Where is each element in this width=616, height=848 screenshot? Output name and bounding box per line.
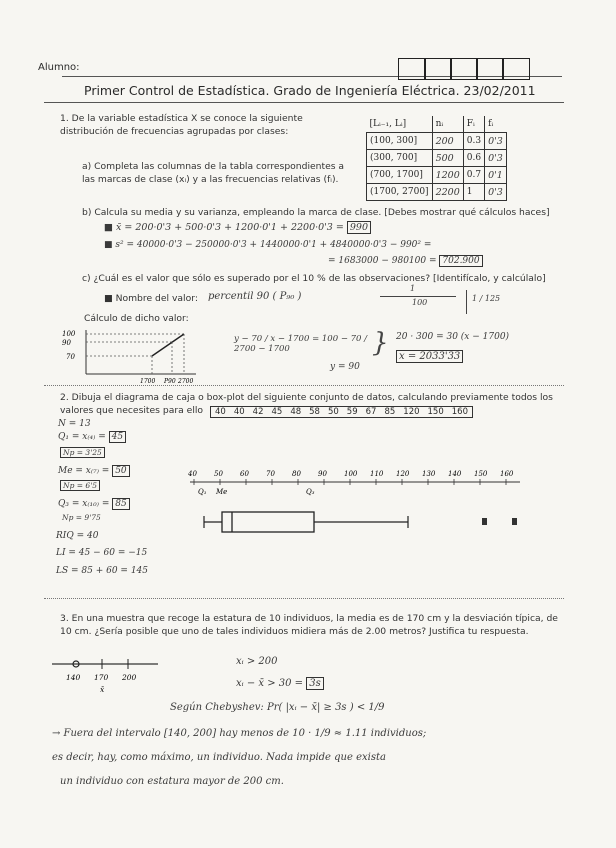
q3-number-line <box>48 654 168 704</box>
frequency-table <box>366 116 507 201</box>
fraction-bar <box>380 296 456 297</box>
brace: } <box>372 328 389 358</box>
table-cell: 1200 <box>432 167 463 184</box>
data-value: 58 <box>309 407 320 417</box>
boxplot-tick-label: 50 <box>214 470 223 478</box>
ogive-label: 90 <box>62 339 71 347</box>
fraction-denominator: 100 <box>412 298 428 307</box>
q3-axis-label: 200 <box>122 673 137 682</box>
data-value: 85 <box>384 407 396 417</box>
table-cell: (700, 1700] <box>367 167 433 184</box>
q1-variance-line2 <box>328 256 483 266</box>
q1-mean-calc: ■ x̄ = 200·0'3 + 500·0'3 + 1200·0'1 + 2200·0'3 = 990 <box>104 222 371 233</box>
table-cell: (100, 300] <box>367 133 433 150</box>
q1-part-b: b) Calcula su media y su varianza, empleando la marca de clase. [Debes mostrar qué cálculos haces] <box>82 207 550 218</box>
section-divider <box>44 385 564 386</box>
table-cell: 2200 <box>432 184 463 201</box>
ogive-segment <box>152 334 184 356</box>
q1-name-label: ■ Nombre del valor: <box>104 293 198 304</box>
boxplot-tick-label: 40 <box>188 470 197 478</box>
ogive-label: P90 <box>164 378 176 385</box>
boxplot-tick-label: 120 <box>396 470 410 478</box>
q3-axis-label: 170 <box>94 673 109 682</box>
q3-paragraph-2: es decir, hay, como máximo, un individuo. Nada impide que exista <box>52 752 386 763</box>
boxplot-outlier <box>482 518 487 525</box>
data-value: 150 <box>427 407 444 417</box>
q3-line1: xᵢ > 200 <box>236 656 278 667</box>
data-value: 120 <box>403 407 420 417</box>
table-cell: 0'3 <box>485 150 507 167</box>
boxplot-tick-label: 140 <box>448 470 462 478</box>
q1-interpolation: y − 70 / x − 1700 = 100 − 70 / 2700 − 1700 <box>234 334 368 354</box>
table-cell: 0'1 <box>485 167 507 184</box>
table-row <box>367 167 507 184</box>
data-value: 40 <box>233 407 245 417</box>
q2-q1-boxed: 45 <box>109 431 126 443</box>
q1-part-c: c) ¿Cuál es el valor que sólo es superado por el 10 % de las observaciones? [Identifícalo, y calcúlalo] <box>82 273 546 284</box>
name-grid-cell <box>424 58 452 80</box>
q1-mean-expression: x̄ = 200·0'3 + 500·0'3 + 1200·0'1 + 2200·0'3 = <box>116 222 344 233</box>
q2-q3-expression: Q₃ = x₍₁₀₎ = <box>58 499 110 509</box>
q3-axis-sub: x̄ <box>100 685 105 694</box>
data-value: 50 <box>327 407 339 417</box>
q3-line2 <box>236 678 324 689</box>
q2-note: RIQ = 40 <box>56 531 99 541</box>
boxplot-tick-label: 60 <box>240 470 249 478</box>
q3-line2-box: 3s <box>306 677 324 690</box>
ogive-label: 1700 <box>140 378 156 385</box>
name-grid-cell <box>450 58 478 80</box>
q3-paragraph-3: un individuo con estatura mayor de 200 cm. <box>60 776 284 787</box>
table-cell: 1 <box>463 184 484 201</box>
q1-y-value: y = 90 <box>330 362 360 372</box>
box-plot <box>180 466 540 546</box>
q1-variance-calc: ■ s² = 40000·0'3 − 250000·0'3 + 1440000·0'1 + 4840000·0'3 − 990² = <box>104 240 432 250</box>
q1-variance-expression: s² = 40000·0'3 − 250000·0'3 + 1440000·0'1 + 4840000·0'3 − 990² = <box>115 240 432 250</box>
q3-line2-expression: xᵢ − x̄ > 30 = <box>236 678 304 689</box>
table-header: fᵢ <box>485 116 507 133</box>
table-cell: 0.7 <box>463 167 484 184</box>
q2-me-boxed: 50 <box>112 465 129 477</box>
data-value: 67 <box>365 407 377 417</box>
table-cell: 200 <box>432 133 463 150</box>
table-cell: (1700, 2700] <box>367 184 433 201</box>
boxplot-ticks <box>187 470 514 485</box>
boxplot-mark-q3: Q₃ <box>306 488 315 496</box>
name-grid-cell <box>476 58 504 80</box>
table-header-row <box>367 116 507 133</box>
q1-name-value: percentil 90 ( P₉₀ ) <box>208 291 302 302</box>
data-value: 160 <box>451 407 468 417</box>
fraction-divider <box>466 290 467 314</box>
data-value: 59 <box>346 407 358 417</box>
table-row <box>367 150 507 167</box>
table-cell: 0'3 <box>485 133 507 150</box>
boxplot-tick-label: 70 <box>266 470 275 478</box>
q2-note <box>58 432 126 442</box>
alumno-label: Alumno: <box>38 62 80 73</box>
q1-name-label-text: Nombre del valor: <box>115 293 198 304</box>
boxplot-outlier <box>512 518 517 525</box>
q3-paragraph-1: → Fuera del intervalo [140, 200] hay menos de 10 · 1/9 ≈ 1.11 individuos; <box>52 728 427 739</box>
q2-note: Np = 9'75 <box>62 513 101 522</box>
q2-statement: 2. Dibuja el diagrama de caja o box-plot del siguiente conjunto de datos, calculando previamente todos los valores que necesites para ello <box>60 392 553 416</box>
title-rule <box>44 102 564 103</box>
data-value: 40 <box>215 407 226 417</box>
q2-note: N = 13 <box>58 419 91 429</box>
table-cell: 500 <box>432 150 463 167</box>
q2-note: Np = 3'25 <box>60 447 105 458</box>
boxplot-tick-label: 110 <box>370 470 384 478</box>
q1-calc-label: Cálculo de dicho valor: <box>84 313 189 324</box>
boxplot-tick-label: 80 <box>292 470 301 478</box>
q1-fraction-sketch <box>380 284 512 320</box>
table-header: Fᵢ <box>463 116 484 133</box>
ogive-sketch <box>60 326 200 386</box>
q1-variance-expression-2: = 1683000 − 980100 = <box>328 256 437 266</box>
ogive-label: 70 <box>66 353 75 361</box>
boxplot-box <box>222 512 314 532</box>
fraction-numerator: 1 <box>410 284 416 293</box>
q2-note: LI = 45 − 60 = −15 <box>56 548 148 558</box>
q2-me-expression: Me = x₍₇₎ = <box>58 466 110 476</box>
q2-note: Np = 6'5 <box>60 480 100 491</box>
ogive-label: 2700 <box>178 378 194 385</box>
table-header: [Lᵢ₋₁, Lᵢ] <box>367 116 433 133</box>
q3-axis-label: 140 <box>66 673 81 682</box>
table-cell: 0.6 <box>463 150 484 167</box>
data-value: 42 <box>252 407 264 417</box>
data-value: 48 <box>290 407 302 417</box>
q1-mean-result: 990 <box>347 221 371 234</box>
fraction-right: 1 / 125 <box>472 294 501 303</box>
q3-statement: 3. En una muestra que recoge la estatura de 10 individuos, la media es de 170 cm y la desviación típica, de 10 cm. ¿Sería posible que uno de tales individuos midiera más de 2.00 metros? Justifica tu respuesta. <box>60 613 558 637</box>
data-value: 45 <box>271 407 283 417</box>
table-row <box>367 184 507 201</box>
q2-q3-boxed: 85 <box>112 498 129 510</box>
boxplot-mark-q1: Q₁ <box>198 488 207 496</box>
table-row <box>367 133 507 150</box>
q2-note <box>58 466 130 476</box>
boxplot-tick-label: 130 <box>422 470 436 478</box>
name-grid-cell <box>398 58 426 80</box>
q1-statement: 1. De la variable estadística X se conoce la siguiente distribución de frecuencias agrupadas por clases: <box>60 113 303 137</box>
page-title: Primer Control de Estadística. Grado de Ingeniería Eléctrica. 23/02/2011 <box>84 83 536 98</box>
table-cell: 0.3 <box>463 133 484 150</box>
boxplot-mark-me: Me <box>216 488 228 496</box>
q1-equation: 20 · 300 = 30 (x − 1700) <box>396 332 510 342</box>
q1-variance-result: 702.900 <box>439 255 482 267</box>
q2-note <box>58 499 130 509</box>
boxplot-tick-label: 90 <box>318 470 327 478</box>
boxplot-tick-label: 150 <box>474 470 488 478</box>
ogive-label: 100 <box>62 330 76 338</box>
q1-p90-result: x = 2033'33 <box>396 350 463 363</box>
q2-data-box <box>210 406 473 418</box>
name-grid-cell <box>502 58 530 80</box>
table-header: nᵢ <box>432 116 463 133</box>
section-divider <box>44 598 564 599</box>
boxplot-tick-label: 100 <box>344 470 358 478</box>
table-cell: 0'3 <box>485 184 507 201</box>
table-cell: (300, 700] <box>367 150 433 167</box>
q2-note: LS = 85 + 60 = 145 <box>56 566 149 576</box>
q2-q1-expression: Q₁ = x₍₄₎ = <box>58 432 106 442</box>
q1-part-a: a) Completa las columnas de la tabla correspondientes a las marcas de clase (xᵢ) y a las frecuencias relativas (fᵢ). <box>82 161 345 185</box>
boxplot-tick-label: 160 <box>500 470 514 478</box>
q3-chebyshev: Según Chebyshev: Pr( |xᵢ − x̄| ≥ 3s ) < 1/9 <box>170 702 385 713</box>
